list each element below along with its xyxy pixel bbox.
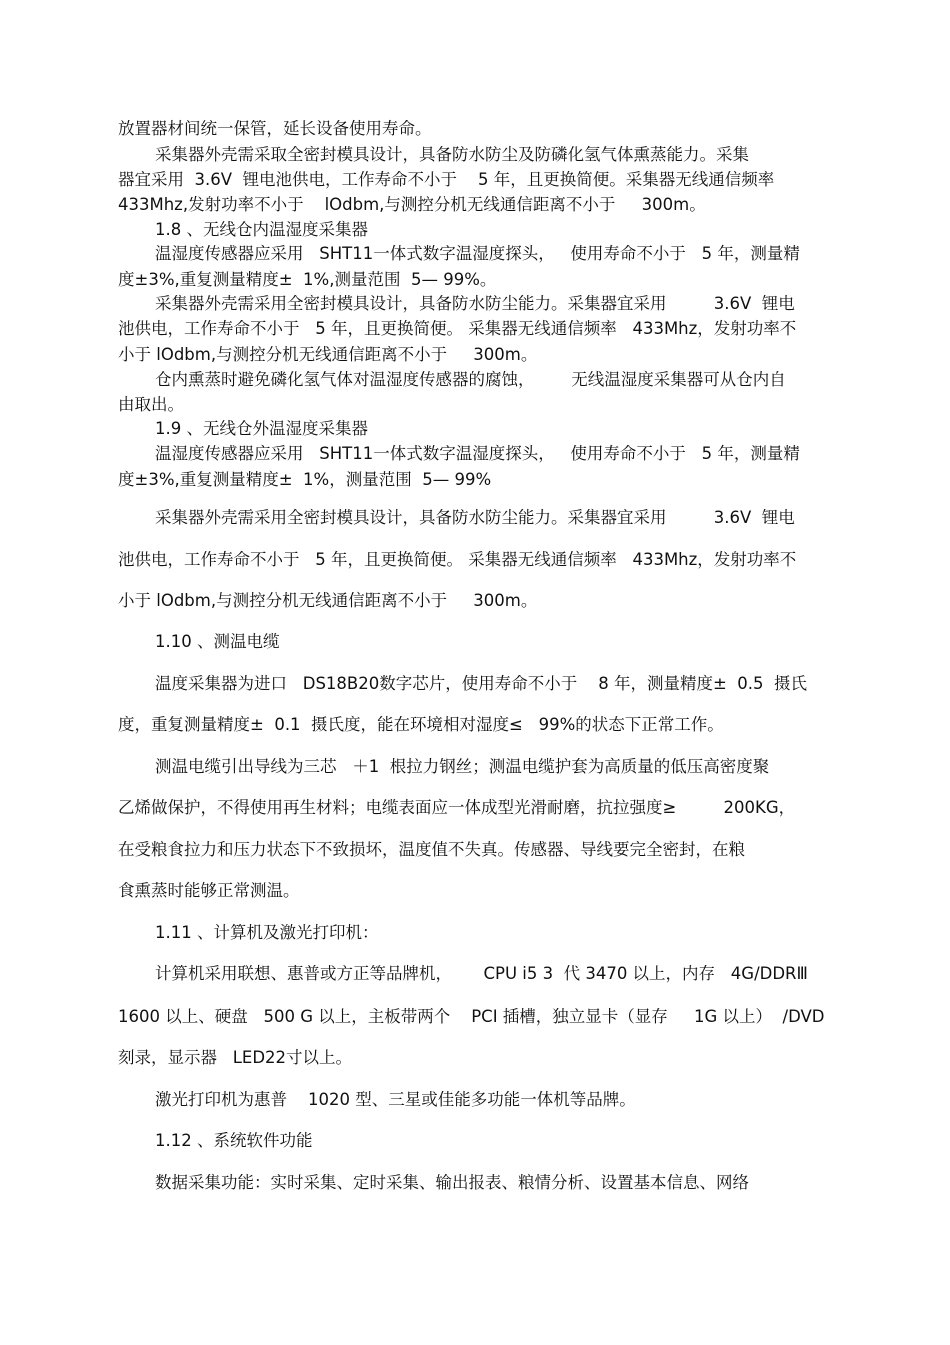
text-line: 度，重复测量精度± 0.1 摄氏度，能在环境相对湿度≤ 99%的状态下正常工作。 — [118, 715, 724, 734]
section-heading: 1.10 、测温电缆 — [155, 632, 280, 651]
text-line: 小于 lOdbm,与测控分机无线通信距离不小于 300m。 — [118, 345, 538, 364]
text-line: 采集器外壳需采用全密封模具设计，具备防水防尘能力。采集器宜采用 3.6V 锂电 — [155, 294, 795, 313]
text-line: 放置器材间统一保管，延长设备使用寿命。 — [118, 119, 432, 138]
text-line: 小于 lOdbm,与测控分机无线通信距离不小于 300m。 — [118, 591, 538, 610]
text-line: 温湿度传感器应采用 SHT11一体式数字温湿度探头， 使用寿命不小于 5 年，测量精 — [155, 244, 800, 263]
text-line: 温湿度传感器应采用 SHT11一体式数字温湿度探头， 使用寿命不小于 5 年，测量精 — [155, 444, 800, 463]
text-line: 器宜采用 3.6V 锂电池供电，工作寿命不小于 5 年，且更换简便。采集器无线通信频率 — [118, 170, 775, 189]
text-line: 1600 以上、硬盘 500 G 以上，主板带两个 PCI 插槽，独立显卡（显存 1G 以上） /DVD — [118, 1007, 825, 1026]
text-line: 采集器外壳需采用全密封模具设计，具备防水防尘能力。采集器宜采用 3.6V 锂电 — [155, 508, 795, 527]
text-line: 刻录，显示器 LED22寸以上。 — [118, 1048, 353, 1067]
text-line: 由取出。 — [118, 395, 184, 414]
text-line: 采集器外壳需采取全密封模具设计，具备防水防尘及防磷化氢气体熏蒸能力。采集 — [155, 145, 749, 164]
text-line: 433Mhz,发射功率不小于 lOdbm,与测控分机无线通信距离不小于 300m。 — [118, 195, 706, 214]
text-line: 池供电，工作寿命不小于 5 年，且更换简便。 采集器无线通信频率 433Mhz，发射功率不 — [118, 319, 797, 338]
text-line: 池供电，工作寿命不小于 5 年，且更换简便。 采集器无线通信频率 433Mhz，发射功率不 — [118, 550, 797, 569]
text-line: 数据采集功能：实时采集、定时采集、输出报表、粮情分析、设置基本信息、网络 — [155, 1173, 749, 1192]
text-line: 食熏蒸时能够正常测温。 — [118, 881, 300, 900]
text-line: 在受粮食拉力和压力状态下不致损坏，温度值不失真。传感器、导线要完全密封，在粮 — [118, 840, 745, 859]
text-line: 计算机采用联想、惠普或方正等品牌机， CPU i5 3 代 3470 以上，内存 4G/DDRⅢ — [155, 964, 808, 983]
section-heading: 1.11 、计算机及激光打印机： — [155, 923, 379, 942]
text-line: 乙烯做保护，不得使用再生材料；电缆表面应一体成型光滑耐磨，抗拉强度≥ 200KG， — [118, 798, 796, 817]
text-line: 度±3%,重复测量精度± 1%，测量范围 5— 99% — [118, 470, 492, 489]
text-line: 激光打印机为惠普 1020 型、三星或佳能多功能一体机等品牌。 — [155, 1090, 636, 1109]
section-heading: 1.12 、系统软件功能 — [155, 1131, 313, 1150]
text-line: 度±3%,重复测量精度± 1%,测量范围 5— 99%。 — [118, 270, 497, 289]
text-line: 测温电缆引出导线为三芯 ＋1 根拉力钢丝；测温电缆护套为高质量的低压高密度聚 — [155, 757, 770, 776]
text-line: 温度采集器为进口 DS18B20数字芯片，使用寿命不小于 8 年，测量精度± 0.5 摄氏 — [155, 674, 807, 693]
text-line: 仓内熏蒸时避免磷化氢气体对温湿度传感器的腐蚀， 无线温湿度采集器可从仓内自 — [155, 370, 786, 389]
section-heading: 1.8 、无线仓内温湿度采集器 — [155, 220, 368, 239]
section-heading: 1.9 、无线仓外温湿度采集器 — [155, 419, 368, 438]
